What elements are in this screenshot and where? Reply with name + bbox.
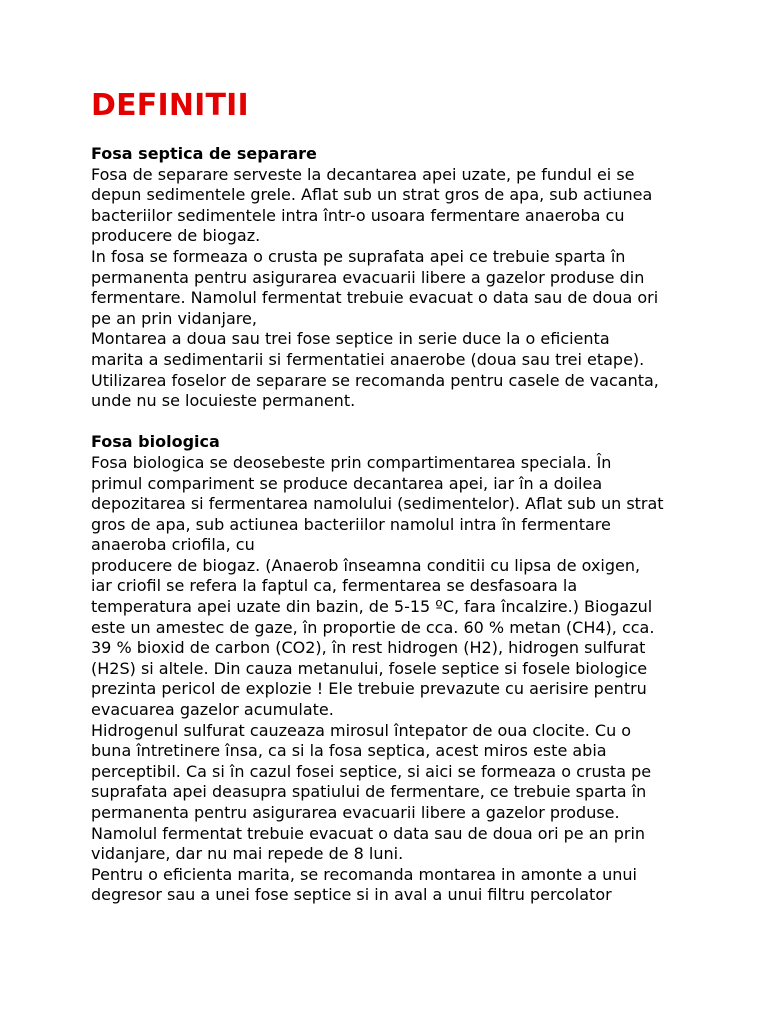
paragraph-line: Utilizarea foselor de separare se recomanda pentru casele de vacanta, — [91, 370, 659, 390]
paragraph-line: unde nu se locuieste permanent. — [91, 391, 356, 411]
paragraph-line: 39 % bioxid de carbon (CO2), în rest hidrogen (H2), hidrogen sulfurat — [91, 638, 646, 658]
paragraph-line: evacuarea gazelor acumulate. — [91, 700, 334, 720]
paragraph-line: Fosa biologica se deosebeste prin compartimentarea speciala. În — [91, 452, 612, 472]
paragraph-line: In fosa se formeaza o crusta pe suprafata apei ce trebuie sparta în — [91, 246, 626, 266]
paragraph-line: Hidrogenul sulfurat cauzeaza mirosul întepator de oua clocite. Cu o — [91, 720, 632, 740]
paragraph-line: suprafata apei deasupra spatiului de fermentare, ce trebuie sparta în — [91, 782, 647, 802]
paragraph-line: pe an prin vidanjare, — [91, 308, 257, 328]
paragraph-line: buna întretinere însa, ca si la fosa septica, acest miros este abia — [91, 741, 607, 761]
paragraph-line: primul compariment se produce decantarea apei, iar în a doilea — [91, 473, 603, 493]
section-heading: Fosa septica de separare — [91, 144, 317, 163]
section-spacer — [91, 412, 731, 433]
paragraph-line: Fosa de separare serveste la decantarea apei uzate, pe fundul ei se — [91, 164, 635, 184]
paragraph-line: Pentru o eficienta marita, se recomanda montarea in amonte a unui — [91, 864, 637, 884]
document-page — [91, 86, 731, 906]
paragraph-line: depun sedimentele grele. Aflat sub un strat gros de apa, sub actiunea — [91, 185, 653, 205]
paragraph-line: anaeroba criofila, cu — [91, 535, 255, 555]
paragraph-line: perceptibil. Ca si în cazul fosei septice, si aici se formeaza o crusta pe — [91, 761, 652, 781]
paragraph-line: bacteriilor sedimentele intra într-o usoara fermentare anaeroba cu — [91, 205, 625, 225]
paragraph-line: (H2S) si altele. Din cauza metanului, fosele septice si fosele biologice — [91, 658, 648, 678]
paragraph-line: permanenta pentru asigurarea evacuarii libere a gazelor produse. — [91, 803, 620, 822]
paragraph-line: producere de biogaz. — [91, 226, 261, 246]
paragraph-line: prezinta pericol de explozie ! Ele trebuie prevazute cu aerisire pentru — [91, 679, 647, 699]
paragraph-line: Namolul fermentat trebuie evacuat o data sau de doua ori pe an prin — [91, 823, 646, 843]
paragraph-line: iar criofil se refera la faptul ca, fermentarea se desfasoara la — [91, 576, 578, 596]
section-fosa-biologica — [91, 432, 731, 906]
section-body — [91, 453, 731, 906]
paragraph-line: Montarea a doua sau trei fose septice in serie duce la o eficienta — [91, 329, 610, 349]
paragraph-line: temperatura apei uzate din bazin, de 5-15 ºC, fara încalzire.) Biogazul — [91, 597, 653, 617]
paragraph-line: producere de biogaz. (Anaerob înseamna conditii cu lipsa de oxigen, — [91, 555, 641, 575]
paragraph-line: este un amestec de gaze, în proportie de cca. 60 % metan (CH4), cca. — [91, 617, 655, 637]
section-fosa-septica — [91, 144, 731, 412]
page-title: DEFINITII — [91, 88, 249, 123]
section-body — [91, 165, 731, 412]
paragraph-line: permanenta pentru asigurarea evacuarii libere a gazelor produse din — [91, 267, 645, 287]
section-heading: Fosa biologica — [91, 432, 220, 452]
paragraph-line: vidanjare, dar nu mai repede de 8 luni. — [91, 844, 404, 864]
paragraph-line: fermentare. Namolul fermentat trebuie evacuat o data sau de doua ori — [91, 288, 659, 308]
paragraph-line: gros de apa, sub actiunea bacteriilor namolul intra în fermentare — [91, 514, 611, 534]
paragraph-line: marita a sedimentarii si fermentatiei anaerobe (doua sau trei etape). — [91, 349, 645, 369]
paragraph-line: depozitarea si fermentarea namolului (sedimentelor). Aflat sub un strat — [91, 494, 664, 514]
paragraph-line: degresor sau a unei fose septice si in aval a unui filtru percolator — [91, 885, 612, 905]
